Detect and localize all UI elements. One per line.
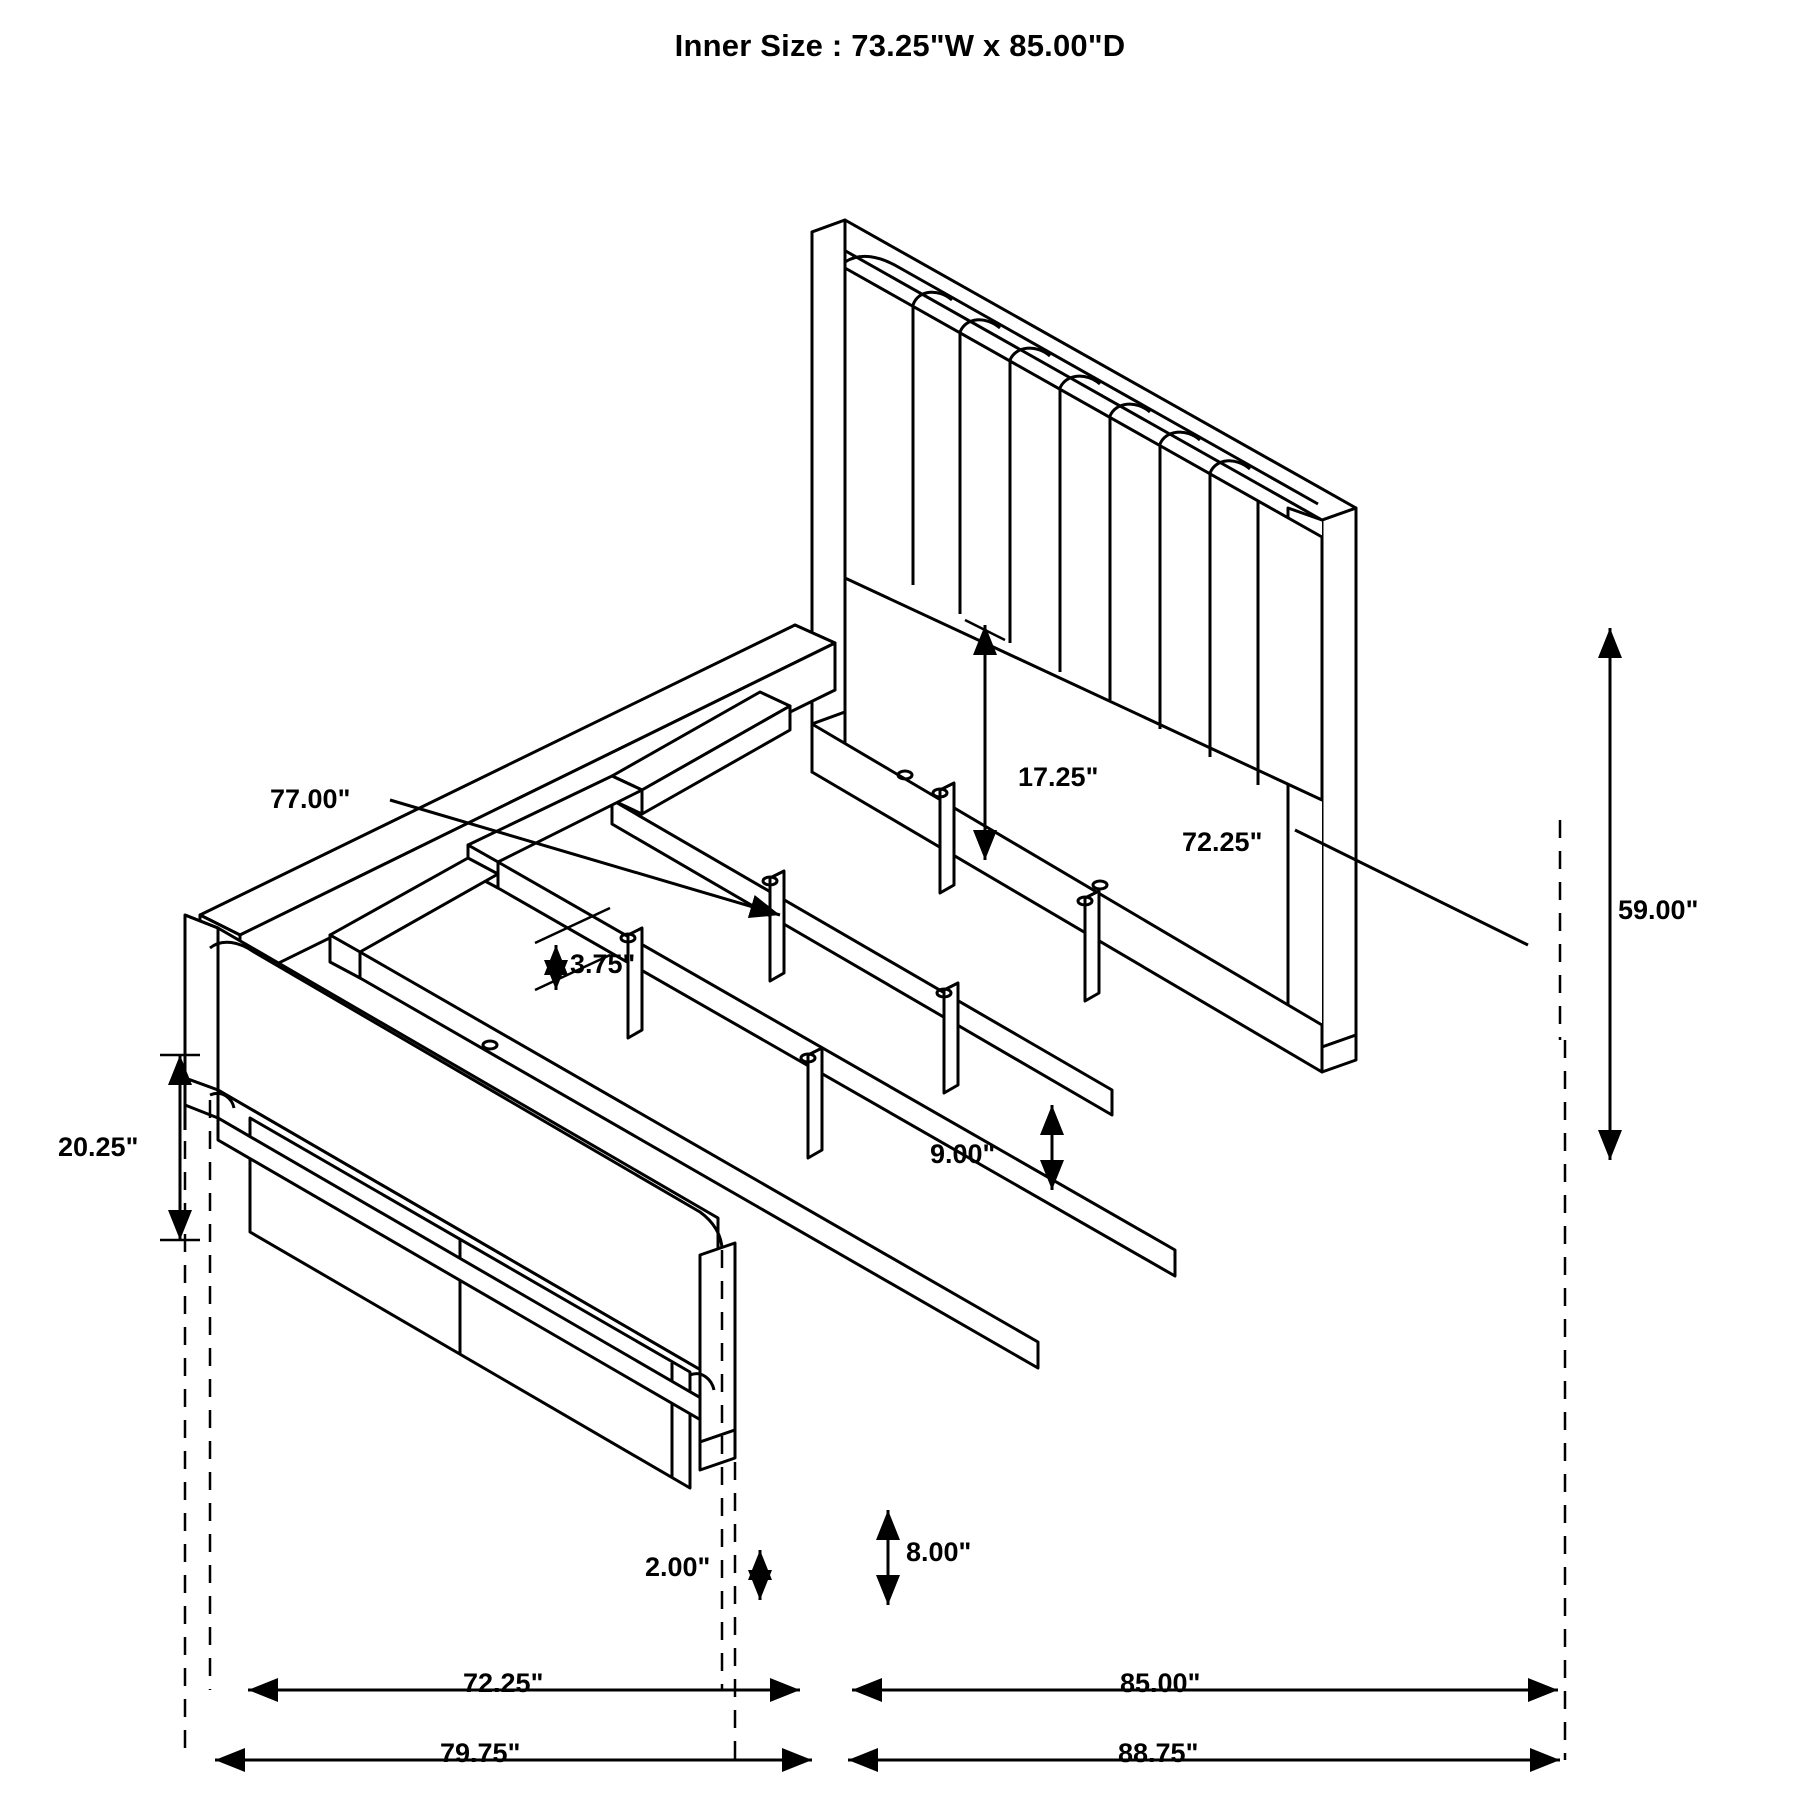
- dimension-slat-thickness: 3.75": [570, 949, 636, 979]
- dimension-foot-leg-height: 8.00": [906, 1537, 972, 1567]
- dimension-foot-trim-height: 2.00": [645, 1552, 711, 1582]
- dimension-rail-to-headboard-top: 17.25": [1018, 762, 1099, 792]
- dimension-footboard-height: 20.25": [58, 1132, 139, 1162]
- dimension-overall-width: 79.75": [440, 1738, 521, 1768]
- dimension-inner-width: 72.25": [463, 1668, 544, 1698]
- dimension-overall-depth: 88.75": [1118, 1738, 1199, 1768]
- dimension-headboard-height: 59.00": [1618, 895, 1699, 925]
- dimension-inner-depth: 85.00": [1120, 1668, 1201, 1698]
- dimension-side-rail-length: 77.00": [270, 784, 351, 814]
- dimension-headboard-panel-height: 72.25": [1182, 827, 1263, 857]
- dimension-clearance-under-slat: 9.00": [930, 1139, 996, 1169]
- page-title: Inner Size : 73.25"W x 85.00"D: [674, 28, 1126, 63]
- bed-outline: [185, 220, 1356, 1488]
